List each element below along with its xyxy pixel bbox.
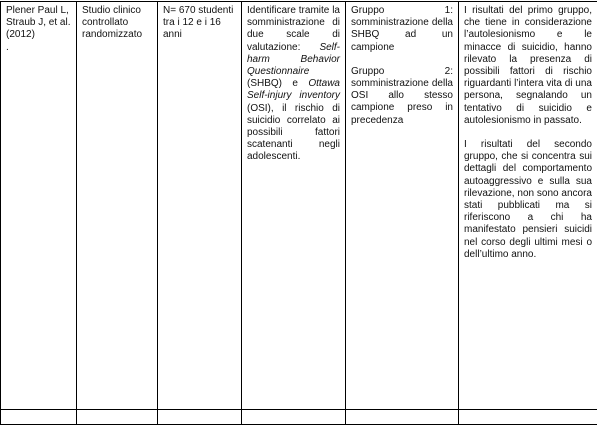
objective-text-2: (SHBQ) e <box>247 78 309 90</box>
group-2-text: Gruppo 2: somministrazione della OSI allo stesso campione preso in precedenza <box>351 65 453 126</box>
results-paragraph-1: I risultati del primo gruppo, che tiene in considerazione l’autolesionismo e le minacce di suicidio, hanno rilevato la presenza di possibili fattori di rischio riguardanti l’intera vita di una persona, segnalando un tentativo di suicidio e autolesionismo in passato. <box>464 5 592 126</box>
study-design-text: Studio clinico controllato randomizzato <box>82 5 143 41</box>
results-paragraph-2: I risultati del secondo gruppo, che si concentra sui dettagli del comportamento autoaggressivo e sulla sua rilevazione, non sono ancora stati pubblicati ma si riferiscono a chi ha manifestato pensieri suicidi nel corso degli ultimi mesi o dell’ultimo anno. <box>464 139 592 260</box>
results-cell <box>459 2 597 410</box>
group-1-text: Gruppo 1: somministrazione della SHBQ ad un campione <box>351 5 453 53</box>
sample-text: N= 670 studenti tra i 12 e i 16 anni <box>163 5 234 41</box>
study-design-cell <box>77 2 158 410</box>
objective-cell <box>242 2 346 410</box>
shbq-scale-name: Self-harm Behavior Questionnaire <box>247 41 340 78</box>
authors-text: Plener Paul L, Straub J, et al. (2012) <box>6 5 71 41</box>
table-row-empty <box>1 410 597 425</box>
sample-cell <box>158 2 242 410</box>
objective-text-1: Identificare tramite la somministrazione di due scale di valutazione: <box>247 5 340 53</box>
authors-cell <box>1 2 77 410</box>
trailing-dot: . <box>6 41 9 53</box>
groups-cell <box>346 2 459 410</box>
objective-text-3: (OSI), il rischio di suicidio correlato ai possibili fattori scatenanti negli adolescenti. <box>247 102 340 163</box>
literature-table <box>0 1 597 425</box>
osi-scale-name: Ottawa Self-injury inventory <box>247 78 340 102</box>
table-row <box>1 2 597 410</box>
